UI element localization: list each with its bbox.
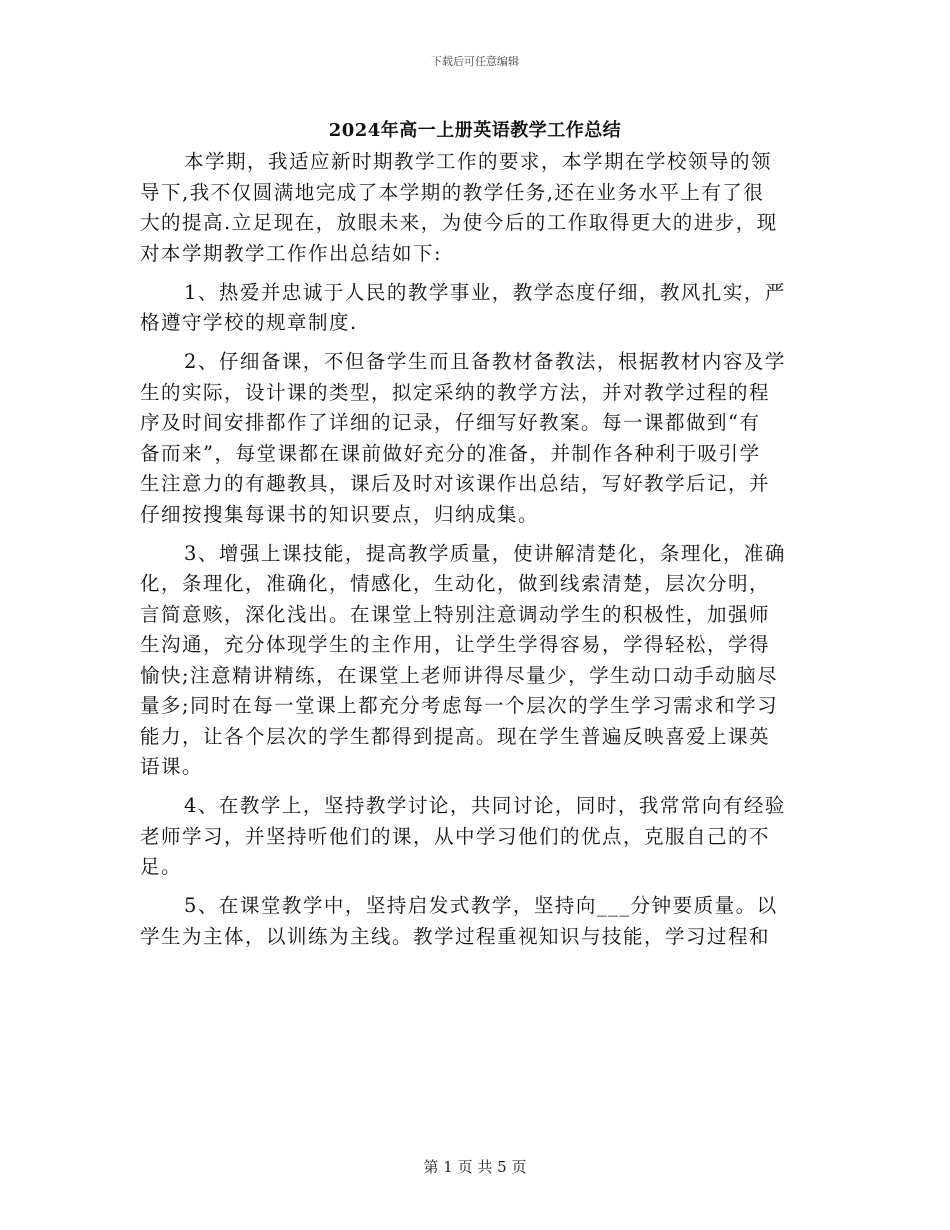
paragraph-line: 生沟通，充分体现学生的主作用，让学生学得容易，学得轻松，学得: [140, 633, 771, 656]
paragraph-line: 足。: [140, 855, 183, 878]
paragraph-line: 导下,我不仅圆满地完成了本学期的教学任务,还在业务水平上有了很: [140, 180, 765, 204]
paragraph-line: 生的实际，设计课的类型，拟定采纳的教学方法，并对教学过程的程: [140, 380, 771, 404]
paragraph-line: 语课。: [140, 755, 204, 778]
document-body: [140, 147, 805, 952]
paragraph-line: 对本学期教学工作作出总结如下:: [140, 241, 443, 265]
document-title: 2024年高一上册英语教学工作总结: [328, 120, 622, 141]
paragraph-line: 3、增强上课技能，提高教学质量，使讲解清楚化，条理化，准确: [184, 541, 786, 565]
paragraph-line: 能力，让各个层次的学生都得到提高。现在学生普遍反映喜爱上课英: [140, 724, 771, 748]
paragraph-line: 备而来”，每堂课都在课前做好充分的准备，并制作各种利于吸引学: [140, 441, 761, 465]
paragraph-line: 本学期，我适应新时期教学工作的要求，本学期在学校领导的领: [184, 150, 773, 173]
page-header-note: 下载后可任意编辑: [431, 55, 519, 68]
paragraph-line: 仔细按搜集每课书的知识要点，归纳成集。: [140, 502, 540, 526]
paragraph-line: 2、仔细备课，不但备学生而且备教材备教法，根据教材内容及学: [184, 350, 786, 373]
paragraph-line: 化，条理化，准确化，情感化，生动化，做到线索清楚，层次分明，: [140, 572, 771, 595]
paragraph-line: 学生为主体，以训练为主线。教学过程重视知识与技能，学习过程和: [140, 924, 771, 948]
paragraph-line: 5、在课堂教学中，坚持启发式教学，坚持向___分钟要质量。以: [184, 894, 778, 917]
page-number-footer: 第 1 页 共 5 页: [423, 1158, 527, 1176]
paragraph-line: 格遵守学校的规章制度.: [140, 311, 358, 334]
paragraph-line: 愉快;注意精讲精练，在课堂上老师讲得尽量少，学生动口动手动脑尽: [140, 663, 779, 687]
paragraph-line: 量多;同时在每一堂课上都充分考虑每一个层次的学生学习需求和学习: [140, 694, 779, 717]
paragraph-line: 4、在教学上，坚持教学讨论，共同讨论，同时，我常常向有经验: [184, 794, 786, 817]
paragraph-line: 言简意赅，深化浅出。在课堂上特别注意调动学生的积极性，加强师: [140, 602, 771, 626]
paragraph-line: 序及时间安排都作了详细的记录，仔细写好教案。每一课都做到“有: [140, 411, 761, 434]
paragraph-line: 生注意力的有趣教具，课后及时对该课作出总结，写好教学后记，并: [140, 472, 771, 495]
paragraph-line: 老师学习，并坚持听他们的课，从中学习他们的优点，克服自己的不: [140, 824, 771, 848]
paragraph-line: 大的提高.立足现在，放眼未来，为使今后的工作取得更大的进步，现: [140, 211, 778, 234]
paragraph-line: 1、热爱并忠诚于人民的教学事业，教学态度仔细，教风扎实，严: [184, 280, 786, 304]
